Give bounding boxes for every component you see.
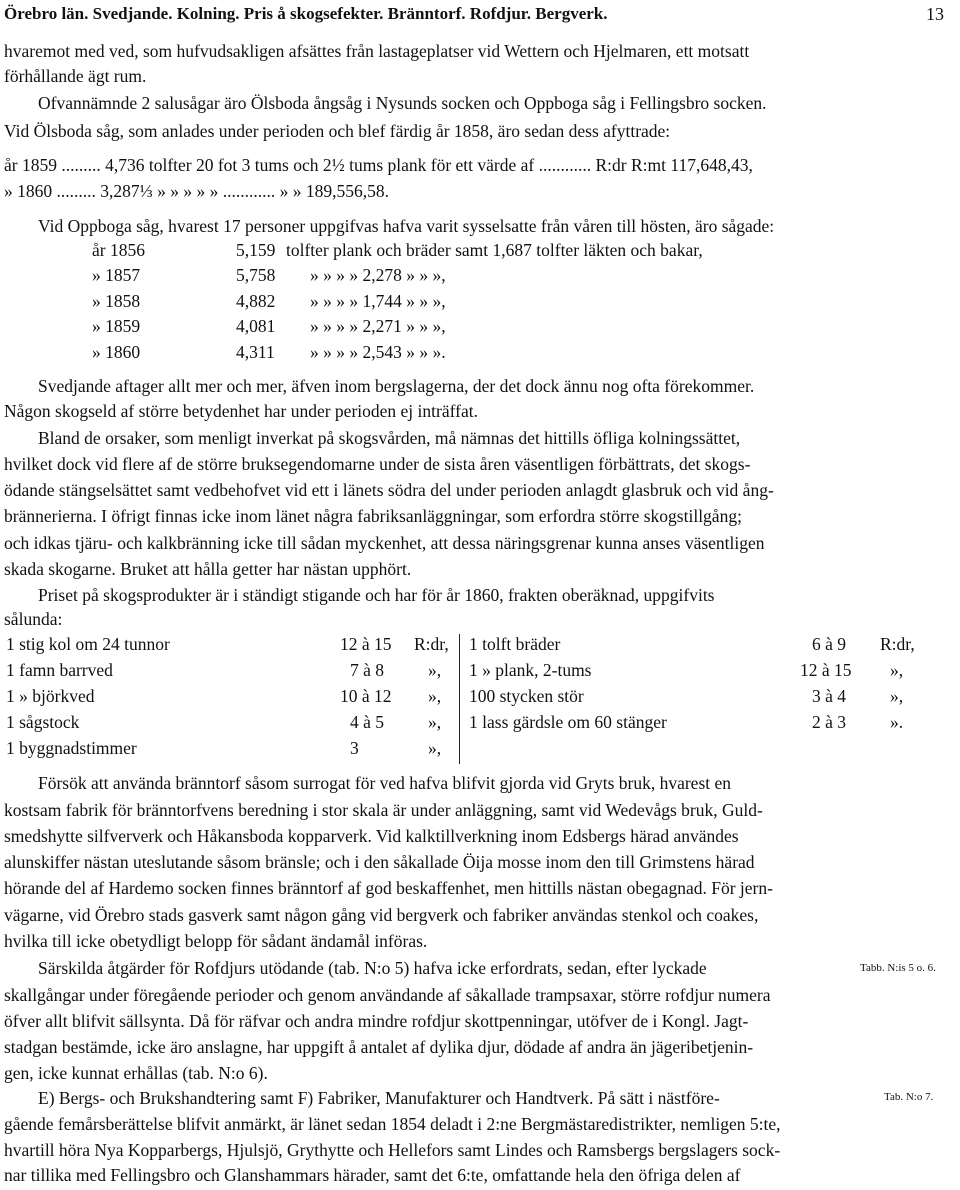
text-line: hvaremot med ved, som hufvudsakligen afsättes från lastageplatser vid Wettern och Hjelmaren, ett motsatt (4, 41, 750, 61)
price-unit: R:dr, (880, 634, 915, 654)
price-range: 2 à 3 (812, 712, 847, 732)
text-line: gående femårsberättelse blifvit anmärkt, är länet sedan 1854 deladt i 2:ne Bergmästaredistrikter, nemligen 5:te, (4, 1114, 781, 1134)
price-item: 100 stycken stör (469, 686, 584, 706)
saw-amount: 4,311 (236, 342, 275, 362)
saw-desc: » » » » 1,744 » » », (310, 291, 446, 311)
text-line: ödande stängselsättet samt vedbehofvet vid ett i länets södra del under perioden anlagdt glasbruk och vid ång- (4, 480, 774, 500)
text-line: Vid Ölsboda såg, som anlades under perioden och blef färdig år 1858, äro sedan dess afyttrade: (4, 121, 671, 141)
price-range: 12 à 15 (800, 660, 852, 680)
price-range: 4 à 5 (350, 712, 385, 732)
price-unit: », (428, 738, 442, 758)
column-divider (459, 634, 460, 764)
saw-year: » 1860 (92, 342, 141, 362)
saw-amount: 5,758 (236, 265, 276, 285)
price-item: 1 famn barrved (6, 660, 113, 680)
price-item: 1 lass gärdsle om 60 stänger (469, 712, 667, 732)
price-unit: R:dr, (414, 634, 449, 654)
text-line: vägarne, vid Örebro stads gasverk samt någon gång vid bergverk och fabriker användas stenkol och coakes, (4, 905, 759, 925)
saw-desc: » » » » 2,271 » » », (310, 316, 446, 336)
price-item: 1 byggnadstimmer (6, 738, 137, 758)
text-line: öfver allt blifvit sällsynta. Då för räfvar och andra mindre rofdjur skottpenningar, utöfver de i Kongl. Jagt- (4, 1011, 749, 1031)
saw-year: år 1856 (92, 240, 145, 260)
price-unit: », (890, 660, 904, 680)
text-line: förhållande ägt rum. (4, 66, 147, 86)
saw-year: » 1858 (92, 291, 141, 311)
price-item: 1 stig kol om 24 tunnor (6, 634, 170, 654)
price-item: 1 sågstock (6, 712, 80, 732)
price-range: 3 (350, 738, 359, 758)
text-line: skada skogarne. Bruket att hålla getter har nästan upphört. (4, 559, 412, 579)
price-unit: », (428, 686, 442, 706)
text-line: stadgan bestämde, icke äro anslagne, har uppgift å antalet af dylika djur, dödade af andra än jägeribetjenin- (4, 1037, 754, 1057)
header-topics: Örebro län. Svedjande. Kolning. Pris å skogsefekter. Bränntorf. Rofdjur. Bergverk. (4, 4, 608, 23)
text-line: smedshytte silfververk och Håkansboda kopparverk. Vid kalktillverkning inom Edsbergs härad användes (4, 826, 739, 846)
text-line: nar tillika med Fellingsbro och Glanshammars härader, samt det 6:te, omfattande hela den öfriga delen af (4, 1165, 741, 1185)
price-unit: », (890, 686, 904, 706)
price-item: 1 » björkved (6, 686, 95, 706)
margin-note: Tabb. N:is 5 o. 6. (860, 962, 936, 974)
saw-desc: tolfter plank och bräder samt 1,687 tolfter läkten och bakar, (286, 240, 703, 260)
text-line: sålunda: (4, 609, 63, 629)
saw-desc: » » » » 2,543 » » ». (310, 342, 446, 362)
text-line: Priset på skogsprodukter är i ständigt stigande och har för år 1860, frakten oberäknad, uppgifvits (38, 585, 715, 605)
price-range: 10 à 12 (340, 686, 392, 706)
text-line: Bland de orsaker, som menligt inverkat på skogsvården, må nämnas det hittills öfliga kolningssättet, (38, 428, 741, 448)
text-line: hvilka till icke obetydligt belopp för sådant ändamål införas. (4, 931, 428, 951)
price-range: 7 à 8 (350, 660, 385, 680)
text-line: år 1859 ......... 4,736 tolfter 20 fot 3 tums och 2½ tums plank för ett värde af ............ R:dr R:mt 117,648,43, (4, 155, 753, 175)
price-unit: ». (890, 712, 904, 732)
margin-note: Tab. N:o 7. (884, 1091, 934, 1103)
price-range: 6 à 9 (812, 634, 847, 654)
text-line: hvilket dock vid flere af de större bruksegendomarne under de sista åren väsentligen förbättrats, det skogs- (4, 454, 751, 474)
saw-year: » 1857 (92, 265, 141, 285)
text-line: Ofvannämnde 2 salusågar äro Ölsboda ångsåg i Nysunds socken och Oppboga såg i Fellingsbro socken. (38, 93, 767, 113)
saw-amount: 4,882 (236, 291, 276, 311)
text-line: Särskilda åtgärder för Rofdjurs utödande (tab. N:o 5) hafva icke erfordrats, sedan, efter lyckade (38, 958, 707, 978)
saw-amount: 4,081 (236, 316, 276, 336)
price-unit: », (428, 712, 442, 732)
text-line: hvartill höra Nya Kopparbergs, Hjulsjö, Grythytte och Hellefors samt Lindes och Ramsbergs bergslagers sock- (4, 1140, 781, 1160)
text-line: Vid Oppboga såg, hvarest 17 personer uppgifvas hafva varit sysselsatte från våren till hösten, äro sågade: (38, 216, 775, 236)
text-line: skallgångar under föregående perioder och genom användande af såkallade trampsaxar, större rofdjur numera (4, 985, 771, 1005)
text-line: Svedjande aftager allt mer och mer, äfven inom bergslagerna, der det dock ännu nog ofta förekommer. (38, 376, 755, 396)
price-item: 1 tolft bräder (469, 634, 561, 654)
saw-amount: 5,159 (236, 240, 276, 260)
text-line: och idkas tjäru- och kalkbränning icke till sådan myckenhet, att dessa näringsgrenar kunna anses väsentligen (4, 533, 765, 553)
text-line: gen, icke kunnat erhållas (tab. N:o 6). (4, 1063, 268, 1083)
text-line: » 1860 ......... 3,287⅓ » » » » » ............ » » 189,556,58. (4, 181, 389, 201)
price-unit: », (428, 660, 442, 680)
price-range: 3 à 4 (812, 686, 847, 706)
running-header (0, 4, 960, 28)
price-item: 1 » plank, 2-tums (469, 660, 592, 680)
text-line: brännerierna. I öfrigt finnas icke inom länet några fabriksanläggningar, som erfordra större skogstillgång; (4, 506, 742, 526)
text-line: hörande del af Hardemo socken finnes bränntorf af god beskaffenhet, men hittills nästan obegagnad. För jern- (4, 878, 773, 898)
page-number: 13 (926, 4, 944, 24)
saw-year: » 1859 (92, 316, 141, 336)
text-line: Försök att använda bränntorf såsom surrogat för ved hafva blifvit gjorda vid Gryts bruk, hvarest en (38, 773, 732, 793)
text-line: Någon skogseld af större betydenhet har under perioden ej inträffat. (4, 401, 478, 421)
text-line: E) Bergs- och Brukshandtering samt F) Fabriker, Manufakturer och Handtverk. På sätt i nästföre- (38, 1088, 720, 1108)
text-line: alunskiffer nästan uteslutande såsom bränsle; och i den såkallade Öija mosse inom den till Grimstens härad (4, 852, 755, 872)
price-range: 12 à 15 (340, 634, 392, 654)
saw-desc: » » » » 2,278 » » », (310, 265, 446, 285)
text-line: kostsam fabrik för bränntorfvens beredning i stor skala är under anläggning, samt vid Wedevågs bruk, Guld- (4, 800, 763, 820)
